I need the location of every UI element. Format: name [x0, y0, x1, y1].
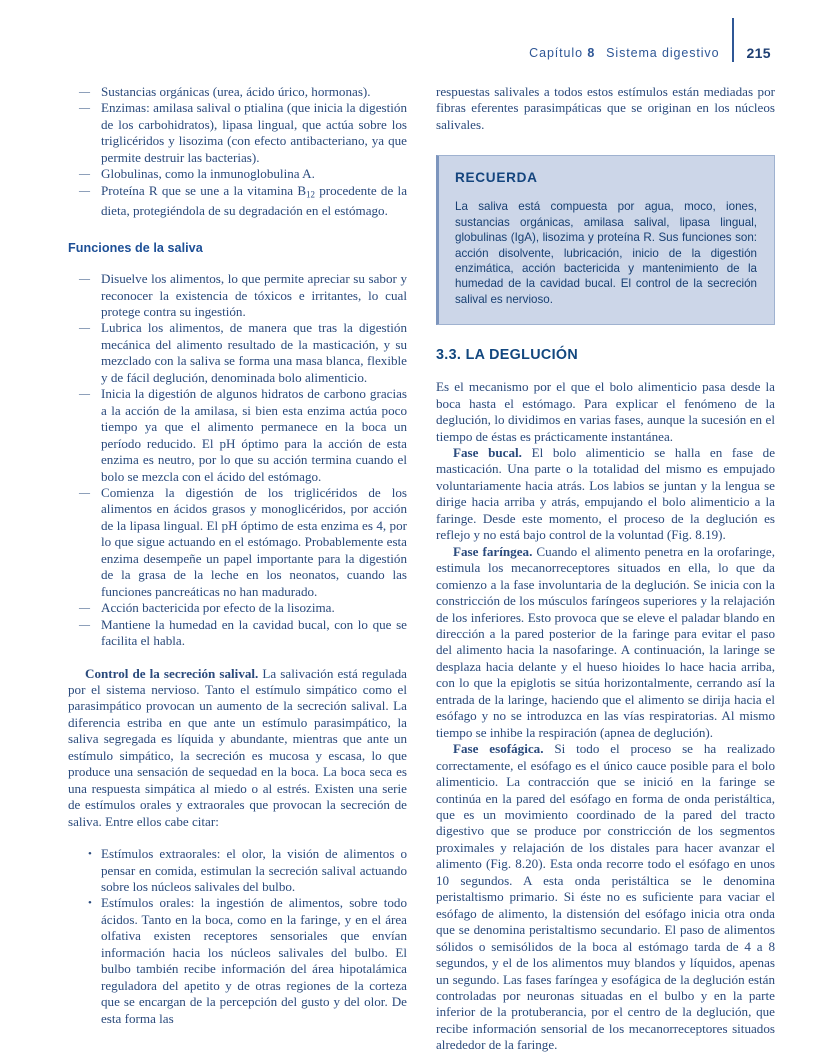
- list-item: [68, 895, 407, 1027]
- heading-funciones-saliva: Funciones de la saliva: [68, 241, 203, 256]
- spacer: [68, 255, 407, 271]
- paragraph-body: Si todo el proceso se ha realizado correctamente, el esófago es el único cauce posible para el bolo alimenticio. La contracción que se inició en la faringe se continúa en la pared del esófago en forma de onda peristáltica, que es un movimiento coordinado de la pared del tracto digestivo que se produce por constricción de los segmentos proximales y relajación de los distales para hacer avanzar el alimento (Fig. 8.20). Esta onda recorre todo el esófago en unos 10 segundos. A esta onda peristáltica se le denomina peristaltismo primario. Si éste no es suficiente para vaciar el esófago de alimento, la distensión del esófago inicia otra onda que se denomina peristaltismo secundario. El paso de alimentos sólidos o semisólidos de la boca al estómago tarda de 4 a 8 segundos, y el de los alimentos muy blandos y líquidos, apenas un segundo. Las fases faríngea y esofágica de la deglución están controladas por neuronas situadas en el bulbo y en la parte inferior de la protuberancia, por el centro de la deglución, que recibe información sensorial de los mecanorreceptores situados alrededor de la faringe.: [436, 741, 776, 1053]
- spacer: [436, 363, 775, 379]
- heading-section-3-3: 3.3. LA DEGLUCIÓN: [436, 347, 579, 364]
- list-item-text: — Globulinas, como la inmunoglobulina A.: [101, 166, 315, 182]
- paragraph-fase-esofagica: [436, 741, 775, 1054]
- paragraph-deglucion-intro: Es el mecanismo por el que el bolo alimenticio pasa desde la boca hasta el estómago. Para explicar el fenómeno de la deglución, lo dividimos en varias fases, aunque la sucesión en el tiempo de éstas es prácticamente instantánea.: [436, 379, 775, 444]
- list-item: [68, 617, 407, 650]
- running-head-chapter-label: Capítulo: [529, 46, 583, 60]
- paragraph-body: Cuando el alimento penetra en la orofaringe, estimula los mecanorreceptores situados en ella, lo que da comienzo a la fase involuntaria de la deglución. Se inicia con la constricción de los músculos faríngeos superiores y la relajación de los inferiores. Esto provoca que se eleve el paladar blando en dirección a la pared posterior de la faringe para evitar el paso del alimento hacia la nasofaringe. A continuación, la laringe se desplaza hacia delante y el hueso hioides lo hace hacia arriba, con lo que la epiglotis se sitúa horizontalmente, cerrando así la entrada de la laringe, haciendo que el alimento se dirija hacia el esófago y no se introduzca en las vías respiratorias. Al mismo tiempo se inhibe la respiración (apnea de deglución).: [436, 543, 775, 740]
- spacer: [68, 219, 407, 241]
- paragraph-fase-faringea: [436, 544, 775, 741]
- protein-r-subscript: 12: [306, 189, 315, 200]
- list-item: [68, 600, 407, 616]
- list-item-text: Estímulos extraorales: el olor, la visión de alimentos o pensar en comida, estimulan la secreción salival actuando sobre los núcleos salivales del bulbo.: [101, 846, 407, 894]
- list-item: [68, 846, 407, 895]
- paragraph-lead: Control de la secreción salival.: [85, 665, 259, 681]
- paragraph-body: La salivación está regulada por el sistema nervioso. Tanto el estímulo simpático como el parasimpático provocan un aumento de la secreción salival. La diferencia estriba en que ante un estímulo parasimpático, la saliva segregada es líquida y abundante, mientras que ante un estímulo simpático, la secreción es mucosa y escasa, lo que produce una sensación de sequedad en la boca. La boca seca es una respuesta simpática al miedo o al estrés. Existen una serie de estímulos orales y extraorales que provocan la secreción de saliva. Entre ellos cabe citar:: [68, 665, 407, 829]
- estimulos-list: [68, 846, 407, 1027]
- list-item: [68, 271, 407, 320]
- paragraph-continuation: respuestas salivales a todos estos estímulos están mediadas por fibras eferentes parasimpáticas que se originan en los núcleos salivales.: [436, 84, 775, 132]
- running-head-rule: [732, 18, 734, 62]
- left-column: [68, 84, 407, 1027]
- paragraph-lead: Fase bucal.: [453, 445, 522, 461]
- list-item-text: Estímulos orales: la ingestión de alimentos, sobre todo ácidos. Tanto en la boca, como en la faringe, y en el área olfativa existen receptores sensoriales que envían información hacia los núcleos salivales del bulbo. El bulbo también recibe información del área hipotalámica reguladora del apetito y de otras regiones de la corteza que se encargan de la percepción del gusto y del olor. De esta forma las: [101, 895, 407, 1026]
- list-item-text: — Acción bactericida por efecto de la lisozima.: [101, 600, 335, 616]
- list-item-protein-r: [68, 183, 407, 219]
- running-head-title: Sistema digestivo: [606, 46, 720, 60]
- spacer: [68, 650, 407, 666]
- list-item-text: — Comienza la digestión de los triglicéridos de los alimentos en ácidos grasos y monoglicéridos, por acción de la lipasa lingual. El pH óptimo de esta enzima es 4, por lo que sigue actuando en el estómago. Probablemente esta enzima desempeñe un papel importante para la digestión de la grasa de la leche en los neonatos, cuando las funciones pancreáticas no han madurado.: [101, 485, 407, 599]
- running-head-chapter-number: 8: [587, 46, 596, 60]
- page-number: 215: [746, 45, 771, 61]
- recuerda-body: La saliva está compuesta por agua, moco, iones, sustancias orgánicas, amilasa salival, lipasa lingual, globulinas (IgA), lisozima y proteína R. Sus funciones son: acción disolvente, lubricación, inicio de la digestión enzimática, acción bactericida y mantenimiento de la humedad de la cavidad bucal. El control de la secreción salival es nervioso.: [455, 200, 757, 306]
- recuerda-callout-box: [436, 155, 775, 325]
- paragraph-lead: Fase esofágica.: [453, 741, 544, 757]
- spacer: [436, 133, 775, 155]
- list-item-text: — Enzimas: amilasa salival o ptialina (que inicia la digestión de los carbohidratos), lipasa lingual, que actúa sobre los triglicéridos y lisozima (con efecto antibacteriano, ya que permite destruir las bacterias).: [101, 100, 407, 165]
- spacer: [436, 325, 775, 347]
- paragraph-lead: Fase faríngea.: [453, 543, 533, 559]
- list-item-text: — Mantiene la humedad en la cavidad bucal, con lo que se facilita el habla.: [101, 616, 407, 649]
- list-item: [68, 84, 407, 100]
- paragraph-fase-bucal: [436, 445, 775, 544]
- funciones-saliva-list: [68, 271, 407, 649]
- list-item: [68, 485, 407, 600]
- list-item: [68, 100, 407, 166]
- recuerda-title: RECUERDA: [455, 170, 538, 186]
- saliva-components-list: [68, 84, 407, 219]
- paragraph-control-secrecion: [68, 666, 407, 831]
- spacer: [68, 830, 407, 846]
- list-item-text: — Inicia la digestión de algunos hidratos de carbono gracias a la acción de la amilasa, si bien esta enzima actúa poco tiempo ya que el alimento permanece en la boca un período reducido. El pH óptimo para la acción de esta enzima es neutro, por lo que su acción termina cuando el bolo se mezcla con el ácido del estómago.: [101, 386, 407, 484]
- list-item-text: — Lubrica los alimentos, de manera que tras la digestión mecánica del alimento resultado de la masticación, y su mezclado con la saliva se forma una masa blanca, flexible y de fácil deglución, denominada bolo alimenticio.: [101, 320, 407, 385]
- running-head-chapter: [529, 46, 595, 62]
- list-item-text: — Disuelve los alimentos, lo que permite apreciar su sabor y reconocer la existencia de tóxicos e irritantes, lo cual protege contra su ingestión.: [101, 271, 407, 320]
- list-item-text: — Sustancias orgánicas (urea, ácido úrico, hormonas).: [101, 84, 371, 99]
- right-column: [436, 84, 775, 1054]
- list-item: [68, 386, 407, 485]
- running-head: [529, 18, 771, 62]
- list-item-text: [101, 183, 407, 219]
- list-item: [68, 166, 407, 182]
- paragraph-body: El bolo alimenticio se halla en fase de masticación. Una parte o la totalidad del mismo es empujado voluntariamente hacia atrás. Los labios se juntan y la lengua se dirige hacia arriba y atrás, empujando el bolo alimenticio a la faringe. Desde este momento, el proceso de la deglución es reflejo y no está bajo control de la voluntad (Fig. 8.19).: [436, 445, 776, 543]
- protein-r-pre: Proteína R que se une a la vitamina B: [101, 182, 307, 198]
- protein-r-post: procedente de la dieta, protegiéndola de su degradación en el estómago.: [101, 182, 408, 218]
- list-item: [68, 320, 407, 386]
